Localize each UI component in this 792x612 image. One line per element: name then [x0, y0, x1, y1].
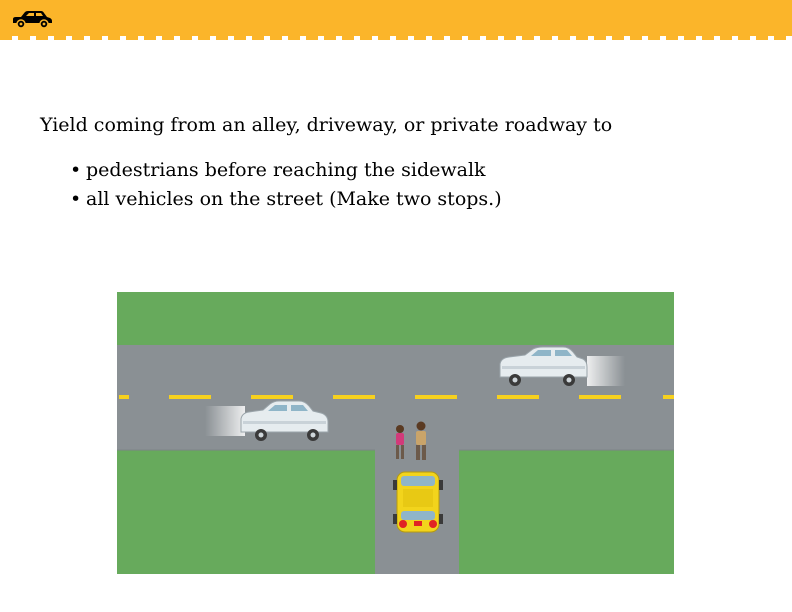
header-bar [0, 0, 792, 36]
white-car-westbound [205, 401, 328, 441]
bullet-text: all vehicles on the street (Make two stops.) [86, 188, 502, 210]
bullet-glyph: • [70, 159, 82, 181]
header-dashed-border [0, 36, 792, 40]
list-item [70, 185, 502, 214]
bullet-text: pedestrians before reaching the sidewalk [86, 159, 486, 181]
car-icon [10, 8, 54, 30]
lead-text: Yield coming from an alley, driveway, or private roadway to [40, 114, 613, 136]
bullet-glyph: • [70, 188, 82, 210]
list-item [70, 156, 502, 185]
intersection-illustration [117, 292, 674, 574]
bullet-list [70, 156, 502, 214]
yellow-car-exiting-alley [393, 472, 443, 532]
